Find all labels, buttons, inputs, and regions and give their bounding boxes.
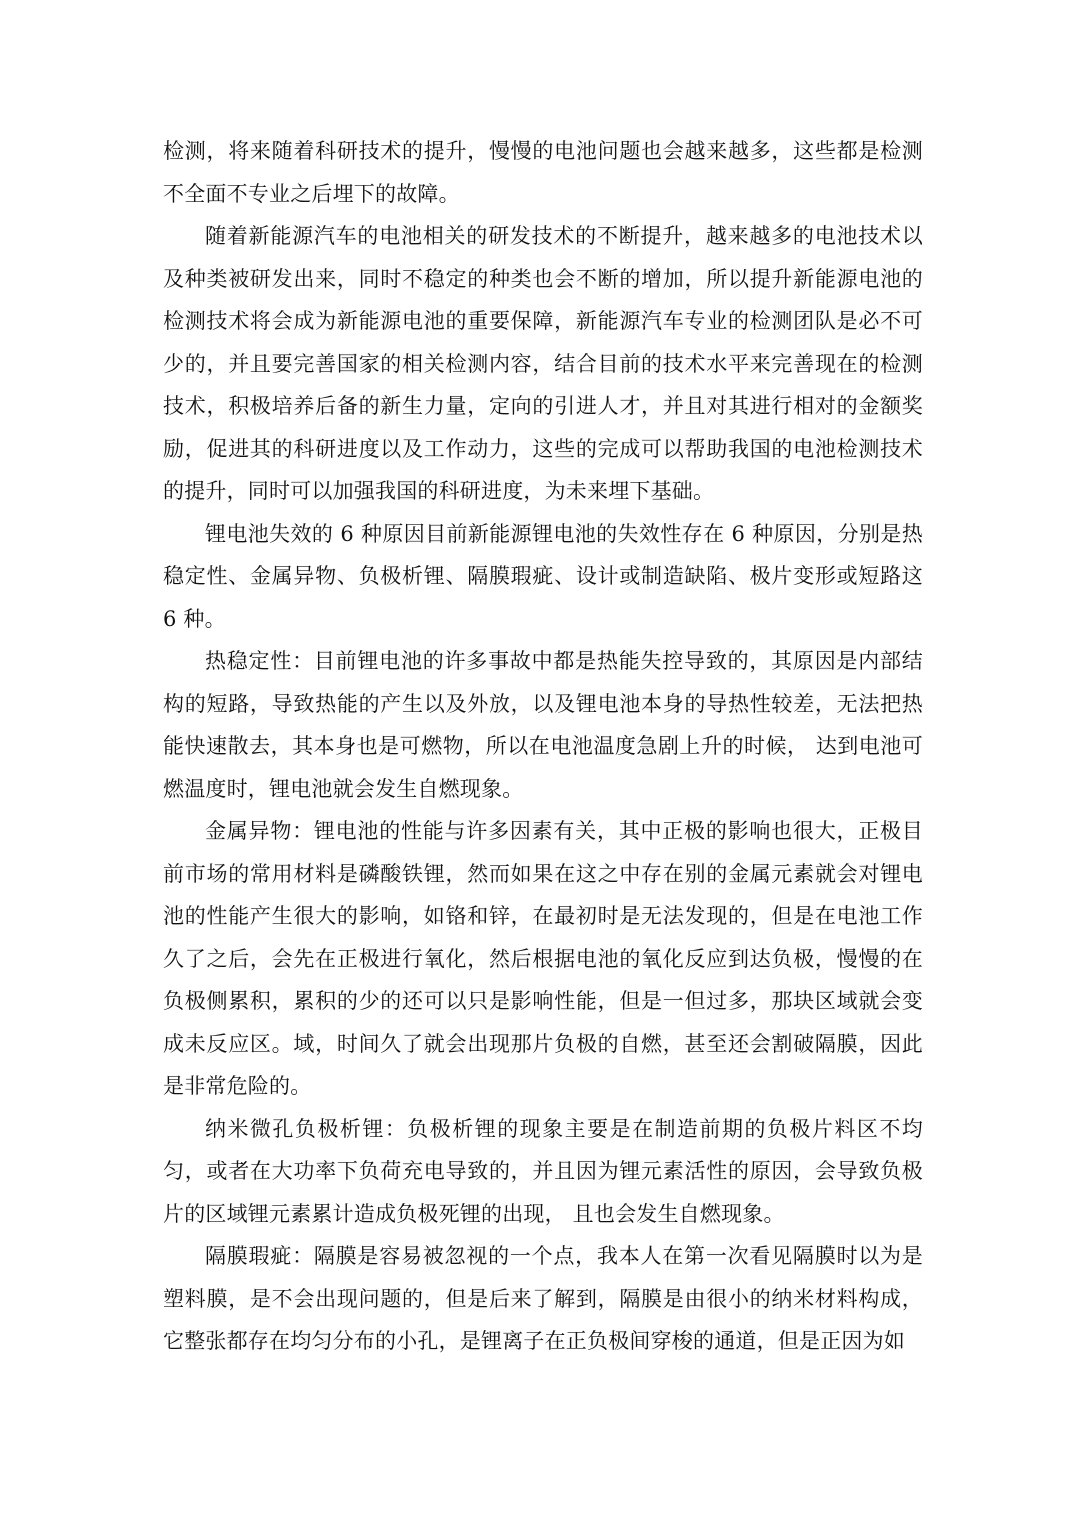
paragraph-six-failure-causes: 锂电池失效的 6 种原因目前新能源锂电池的失效性存在 6 种原因，分别是热稳定性、金属异物、负极析锂、隔膜瑕疵、设计或制造缺陷、极片变形或短路这 6 种。 xyxy=(163,521,923,631)
paragraph-battery-detection-tech: 随着新能源汽车的电池相关的研发技术的不断提升，越来越多的电池技术以及种类被研发出来，同时不稳定的种类也会不断的增加，所以提升新能源电池的检测技术将会成为新能源电池的重要保障，新能源汽车专业的检测团队是必不可少的，并且要完善国家的相关检测内容，结合目前的技术水平来完善现在的检测技术，积极培养后备的新生力量，定向的引进人才，并且对其进行相对的金额奖励，促进其的科研进度以及工作动力，这些的完成可以帮助我国的电池检测技术的提升，同时可以加强我国的科研进度，为未来埋下基础。 xyxy=(163,224,923,503)
paragraph-separator-defect: 隔膜瑕疵：隔膜是容易被忽视的一个点，我本人在第一次看见隔膜时以为是塑料膜，是不会出现问题的，但是后来了解到，隔膜是由很小的纳米材料构成，它整张都存在均匀分布的小孔，是锂离子在正负极间穿梭的通道，但是正因为如 xyxy=(163,1244,923,1353)
paragraph-thermal-stability: 热稳定性：目前锂电池的许多事故中都是热能失控导致的，其原因是内部结构的短路，导致热能的产生以及外放，以及锂电池本身的导热性较差，无法把热能快速散去，其本身也是可燃物，所以在电池温度急剧上升的时候， 达到电池可燃温度时，锂电池就会发生自燃现象。 xyxy=(163,649,923,801)
paragraph-metal-foreign-matter: 金属异物：锂电池的性能与许多因素有关，其中正极的影响也很大，正极目前市场的常用材料是磷酸铁锂，然而如果在这之中存在别的金属元素就会对锂电池的性能产生很大的影响，如铬和锌，在最初时是无法发现的，但是在电池工作久了之后，会先在正极进行氧化，然后根据电池的氧化反应到达负极，慢慢的在负极侧累积，累积的少的还可以只是影响性能，但是一但过多，那块区域就会变成未反应区。域，时间久了就会出现那片负极的自燃，甚至还会割破隔膜，因此是非常危险的。 xyxy=(163,819,923,1098)
paragraph-continuation: 检测，将来随着科研技术的提升，慢慢的电池问题也会越来越多，这些都是检测不全面不专业之后埋下的故障。 xyxy=(163,139,923,206)
paragraph-anode-lithium-plating: 纳米微孔负极析锂：负极析锂的现象主要是在制造前期的负极片料区不均匀，或者在大功率下负荷充电导致的，并且因为锂元素活性的原因，会导致负极片的区域锂元素累计造成负极死锂的出现， 且也会发生自燃现象。 xyxy=(163,1116,923,1226)
document-body xyxy=(163,130,923,1363)
